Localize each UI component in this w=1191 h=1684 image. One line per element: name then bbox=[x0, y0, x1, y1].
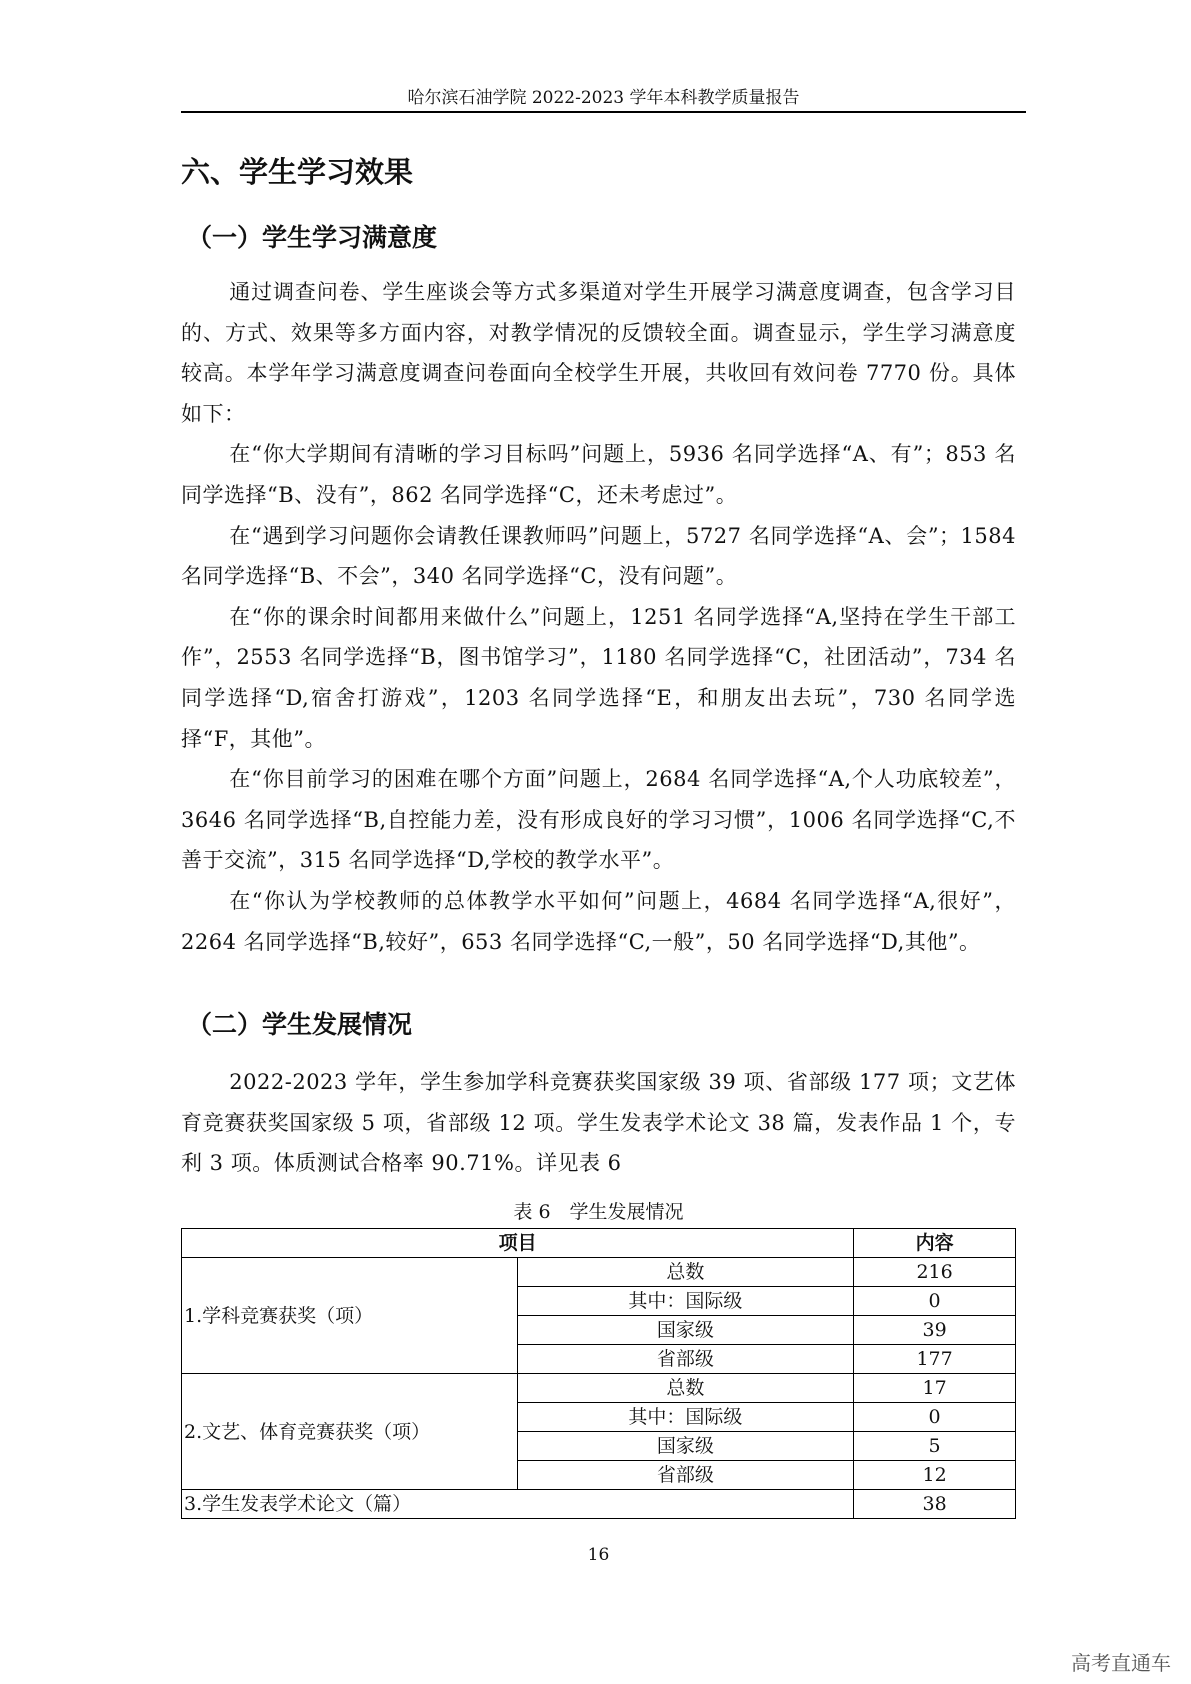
paragraph: 在“你目前学习的困难在哪个方面”问题上，2684 名同学选择“A,个人功底较差”，3646 名同学选择“B,自控能力差，没有形成良好的学习习惯”，1006 名同学选择“C,不善于交流”，315 名同学选择“D,学校的教学水平”。 bbox=[181, 767, 1016, 873]
value-cell: 5 bbox=[854, 1432, 1016, 1461]
table-row bbox=[182, 1374, 1016, 1403]
paragraph: 在“你大学期间有清晰的学习目标吗”问题上，5936 名同学选择“A、有”；853 名同学选择“B、没有”，862 名同学选择“C，还未考虑过”。 bbox=[181, 442, 1016, 507]
sub-item: 国家级 bbox=[517, 1432, 854, 1461]
table-row bbox=[182, 1258, 1016, 1287]
value-cell: 17 bbox=[854, 1374, 1016, 1403]
value-cell: 0 bbox=[854, 1287, 1016, 1316]
subsection-title-satisfaction: （一）学生学习满意度 bbox=[187, 223, 438, 252]
header-item: 项目 bbox=[182, 1229, 854, 1258]
value-cell: 12 bbox=[854, 1461, 1016, 1490]
development-body bbox=[181, 1062, 1016, 1184]
paragraph: 在“你的课余时间都用来做什么”问题上，1251 名同学选择“A,坚持在学生干部工作”，2553 名同学选择“B，图书馆学习”，1180 名同学选择“C，社团活动”，734 名同学选择“D,宿舍打游戏”，1203 名同学选择“E，和朋友出去玩”，730 名同学选择“F，其他”。 bbox=[181, 604, 1016, 751]
section-title: 六、学生学习效果 bbox=[181, 155, 414, 189]
table-row bbox=[182, 1490, 1016, 1519]
paragraph: 通过调查问卷、学生座谈会等方式多渠道对学生开展学习满意度调查，包含学习目的、方式、效果等多方面内容，对教学情况的反馈较全面。调查显示，学生学习满意度较高。本学年学习满意度调查问卷面向全校学生开展，共收回有效问卷 7770 份。具体如下： bbox=[181, 280, 1016, 426]
header-rule bbox=[181, 111, 1026, 113]
sub-item: 省部级 bbox=[517, 1461, 854, 1490]
group-label: 2.文艺、体育竞赛获奖（项） bbox=[182, 1374, 518, 1490]
value-cell: 0 bbox=[854, 1403, 1016, 1432]
sub-item: 省部级 bbox=[517, 1345, 854, 1374]
page-number: 16 bbox=[587, 1545, 610, 1565]
value-cell: 177 bbox=[854, 1345, 1016, 1374]
group-label: 1.学科竞赛获奖（项） bbox=[182, 1258, 518, 1374]
sub-item: 其中：国际级 bbox=[517, 1287, 854, 1316]
sub-item: 其中：国际级 bbox=[517, 1403, 854, 1432]
paragraph: 在“遇到学习问题你会请教任课教师吗”问题上，5727 名同学选择“A、会”；1584 名同学选择“B、不会”，340 名同学选择“C，没有问题”。 bbox=[181, 523, 1016, 589]
table-header-row bbox=[182, 1229, 1016, 1258]
value-cell: 38 bbox=[854, 1490, 1016, 1519]
row-label: 3.学生发表学术论文（篇） bbox=[182, 1490, 854, 1519]
student-development-table bbox=[181, 1228, 1016, 1519]
value-cell: 39 bbox=[854, 1316, 1016, 1345]
value-cell: 216 bbox=[854, 1258, 1016, 1287]
paragraph: 在“你认为学校教师的总体教学水平如何”问题上，4684 名同学选择“A,很好”，2264 名同学选择“B,较好”，653 名同学选择“C,一般”，50 名同学选择“D,其他”。 bbox=[181, 888, 1016, 954]
header-content: 内容 bbox=[854, 1229, 1016, 1258]
sub-item: 国家级 bbox=[517, 1316, 854, 1345]
running-header: 哈尔滨石油学院 2022-2023 学年本科教学质量报告 bbox=[407, 88, 800, 108]
subsection-title-development: （二）学生发展情况 bbox=[187, 1010, 413, 1039]
paragraph: 2022-2023 学年，学生参加学科竞赛获奖国家级 39 项、省部级 177 项；文艺体育竞赛获奖国家级 5 项，省部级 12 项。学生发表学术论文 38 篇，发表作品 1 个，专利 3 项。体质测试合格率 90.71%。详见表 6 bbox=[181, 1070, 1016, 1176]
satisfaction-body bbox=[181, 272, 1016, 962]
sub-item: 总数 bbox=[517, 1374, 854, 1403]
sub-item: 总数 bbox=[517, 1258, 854, 1287]
watermark: 高考直通车 bbox=[1071, 1651, 1171, 1675]
table-caption: 表 6 学生发展情况 bbox=[513, 1201, 684, 1223]
